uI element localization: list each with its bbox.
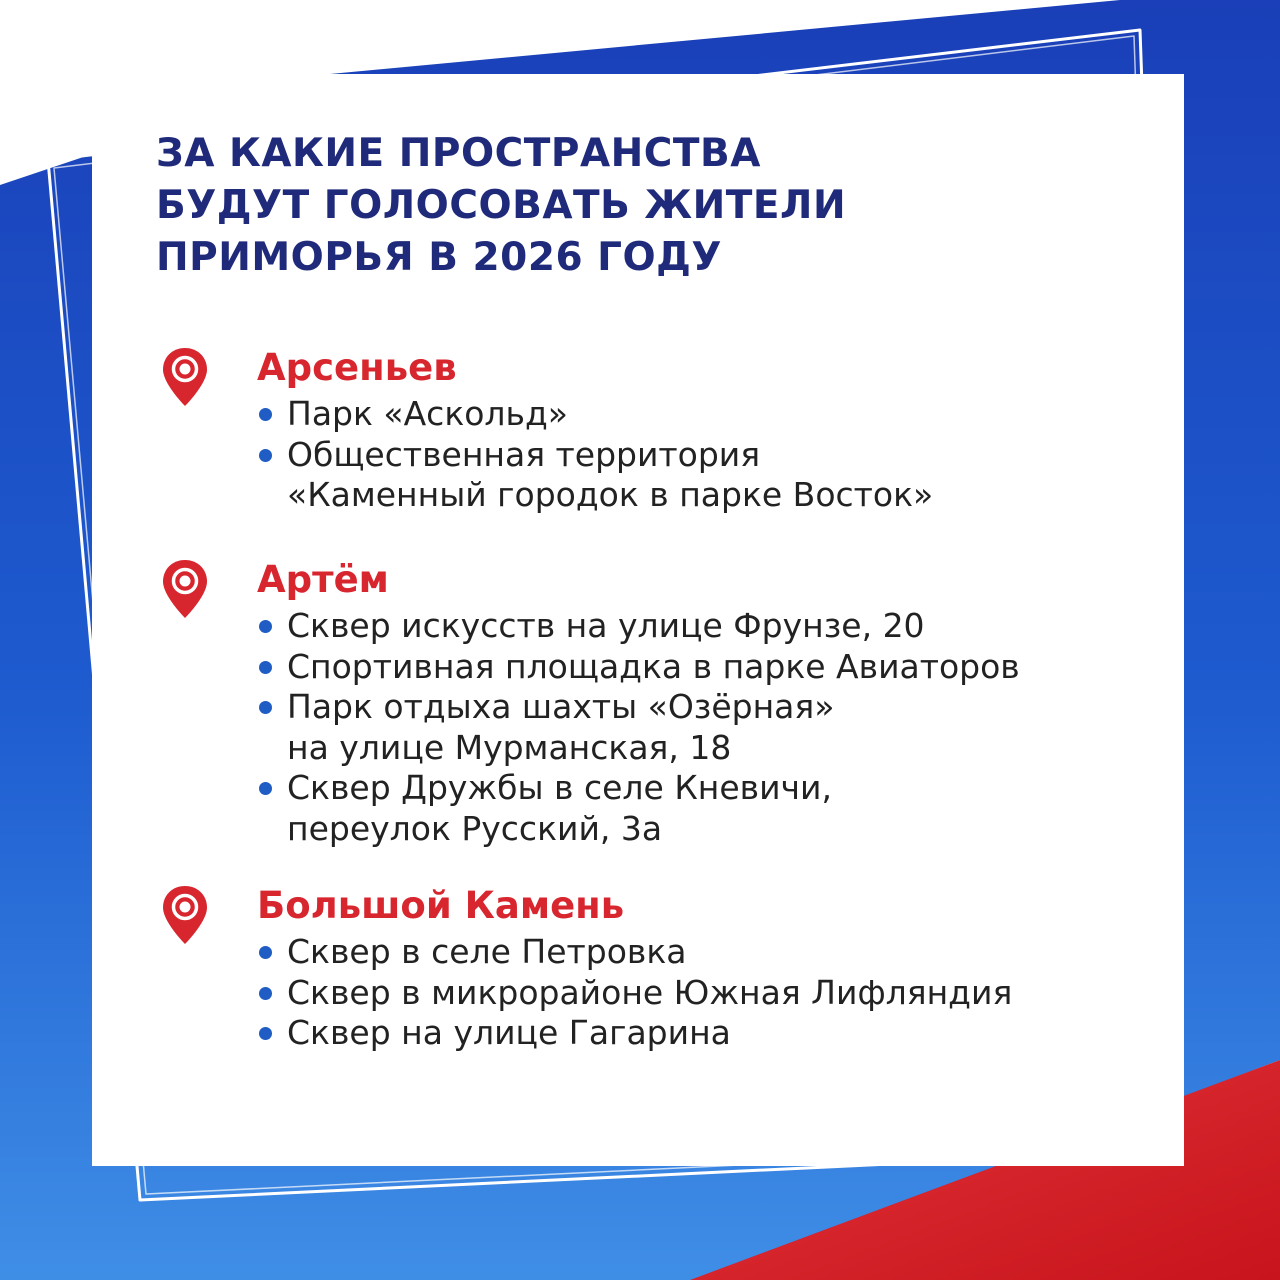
list-item: [257, 768, 1020, 849]
item-text-continued: на улице Мурманская, 18: [287, 727, 732, 767]
title-line-2: БУДУТ ГОЛОСОВАТЬ ЖИТЕЛИ: [156, 183, 847, 228]
bullet-dot-icon: [259, 1027, 272, 1040]
place-list: [257, 606, 1020, 849]
list-item: [257, 973, 1012, 1014]
list-item: [257, 647, 1020, 688]
item-text: Сквер в микрорайоне Южная Лифляндия: [287, 972, 1013, 1012]
item-text-continued: переулок Русский, 3а: [287, 808, 663, 848]
map-pin-icon: [160, 558, 210, 620]
city-name: Большой Камень: [257, 884, 625, 927]
list-item: [257, 932, 1012, 973]
list-item: [257, 394, 933, 435]
list-item: [257, 435, 933, 516]
title-line-1: ЗА КАКИЕ ПРОСТРАНСТВА: [156, 131, 761, 176]
bullet-dot-icon: [259, 987, 272, 1000]
bullet-dot-icon: [259, 701, 272, 714]
item-text: Сквер на улице Гагарина: [287, 1013, 731, 1052]
list-item: [257, 1013, 1012, 1054]
bullet-dot-icon: [259, 946, 272, 959]
list-item: [257, 687, 1020, 768]
bullet-dot-icon: [259, 782, 272, 795]
bullet-dot-icon: [259, 620, 272, 633]
item-text-continued: «Каменный городок в парке Восток»: [287, 475, 934, 514]
list-item: [257, 606, 1020, 647]
place-list: [257, 932, 1012, 1054]
bullet-dot-icon: [259, 449, 272, 462]
content-card: [92, 74, 1184, 1166]
item-text: Спортивная площадка в парке Авиаторов: [287, 646, 1020, 686]
bullet-dot-icon: [259, 661, 272, 674]
bullet-dot-icon: [259, 408, 272, 421]
page-title: [156, 128, 1116, 284]
item-text: Сквер искусств на улице Фрунзе, 20: [287, 606, 925, 645]
item-text: Парк отдыха шахты «Озёрная»: [287, 687, 835, 726]
city-name: Артём: [257, 558, 389, 601]
item-text: Сквер Дружбы в селе Кневичи,: [287, 768, 832, 807]
item-text: Парк «Аскольд»: [287, 394, 568, 433]
map-pin-icon: [160, 884, 210, 946]
item-text: Общественная территория: [287, 434, 761, 474]
item-text: Сквер в селе Петровка: [287, 932, 687, 971]
city-name: Арсеньев: [257, 346, 457, 389]
title-line-3: ПРИМОРЬЯ В 2026 ГОДУ: [156, 235, 722, 280]
map-pin-icon: [160, 346, 210, 408]
place-list: [257, 394, 933, 516]
